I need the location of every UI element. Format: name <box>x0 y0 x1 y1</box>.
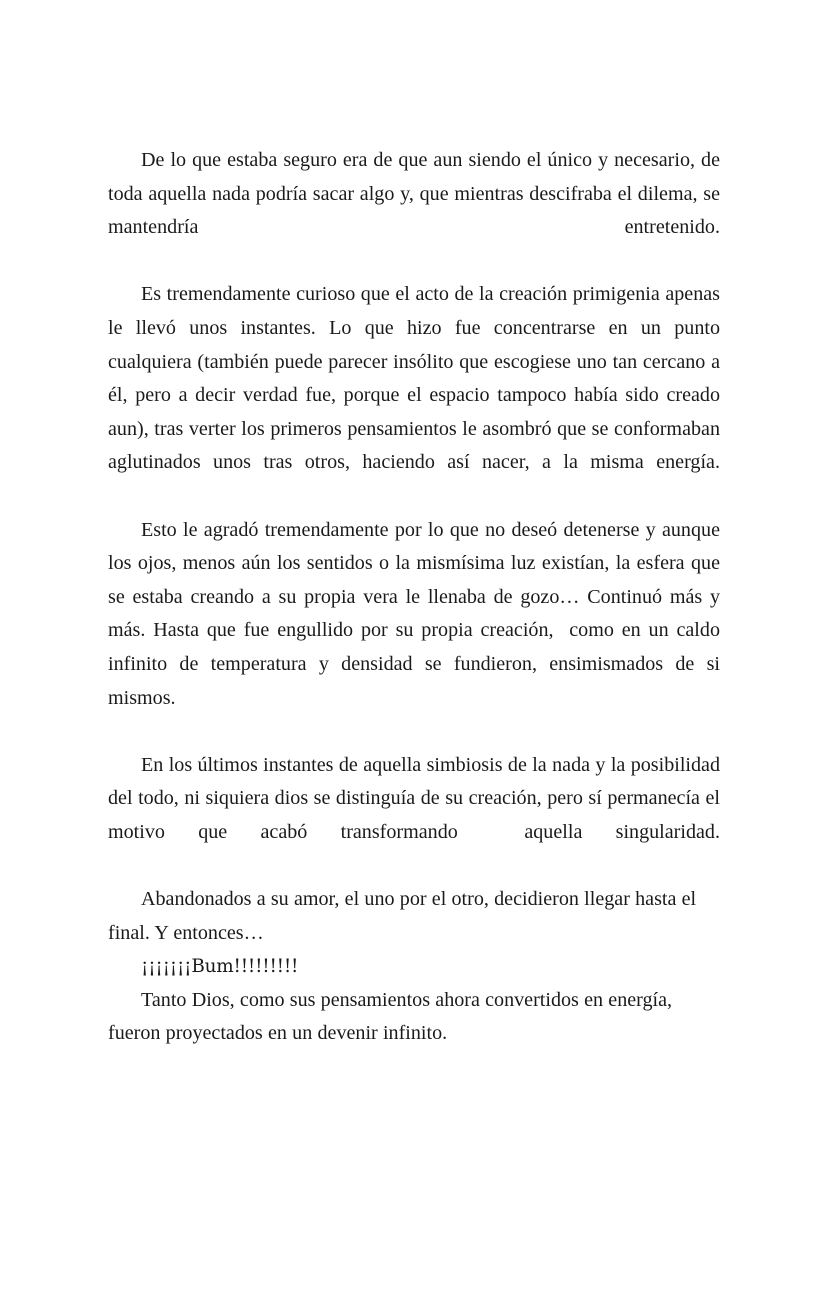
paragraph-1: De lo que estaba seguro era de que aun siendo el único y necesario, de toda aquella nada podría sacar algo y, que mientras descifraba el dilema, se mantendría entretenido. <box>108 149 726 239</box>
body-text-block <box>108 144 726 1051</box>
paragraph-2: Es tremendamente curioso que el acto de la creación primigenia apenas le llevó unos instantes. Lo que hizo fue concentrarse en un punto cualquiera (también puede parecer insólito que escogiese uno tan cercano a él, pero a decir verdad fue, porque el espacio tampoco había sido creado aun), tras verter los primeros pensamientos le asombró que se conformaban aglutinados unos tras otros, haciendo así nacer, a la misma energía. <box>108 283 726 474</box>
paragraph-4: En los últimos instantes de aquella simbiosis de la nada y la posibilidad del todo, ni siquiera dios se distinguía de su creación, pero sí permanecía el motivo que acabó transformando aquella singularidad. <box>108 753 726 843</box>
paragraph-exclamation-bum: ¡¡¡¡¡¡¡Bum!!!!!!!!! <box>141 956 299 978</box>
paragraph-5: Abandonados a su amor, el uno por el otro, decidieron llegar hasta el final. Y entonces… <box>108 888 702 944</box>
paragraph-7: Tanto Dios, como sus pensamientos ahora convertidos en energía, fueron proyectados en un devenir infinito. <box>108 988 678 1045</box>
paragraph-3: Esto le agradó tremendamente por lo que no deseó detenerse y aunque los ojos, menos aún los sentidos o la mismísima luz existían, la esfera que se estaba creando a su propia vera le llenaba de gozo… Continuó más y más. Hasta que fue engullido por su propia creación, como en un caldo infinito de temperatura y densidad se fundieron, ensimismados de si mismos. <box>108 518 726 709</box>
